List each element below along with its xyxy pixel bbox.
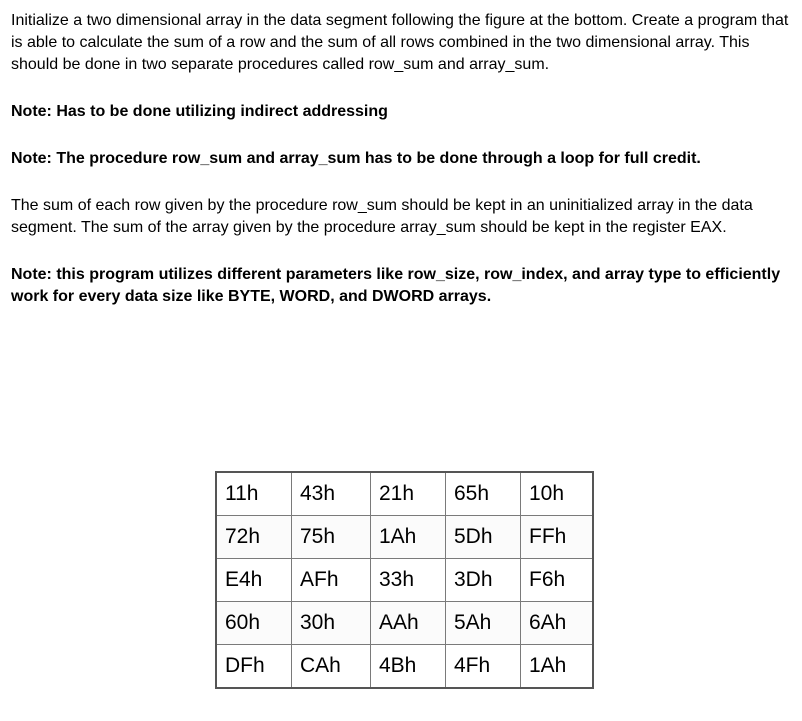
array-cell: DFh xyxy=(216,645,292,689)
storage-paragraph: The sum of each row given by the procedure row_sum should be kept in an uninitialized array in the data segment. The sum of the array given by the procedure array_sum should be kept in the register EAX. xyxy=(11,197,753,236)
array-cell: FFh xyxy=(521,516,594,559)
array-cell: F6h xyxy=(521,559,594,602)
array-cell: 65h xyxy=(446,472,521,516)
array-cell: CAh xyxy=(292,645,371,689)
array-cell: 10h xyxy=(521,472,594,516)
array-cell: 1Ah xyxy=(521,645,594,689)
array-row xyxy=(216,602,593,645)
array-cell: 60h xyxy=(216,602,292,645)
array-cell: 30h xyxy=(292,602,371,645)
array-cell: 43h xyxy=(292,472,371,516)
array-cell: 33h xyxy=(371,559,446,602)
array-cell: 72h xyxy=(216,516,292,559)
array-cell: 75h xyxy=(292,516,371,559)
assignment-document xyxy=(11,10,796,308)
array-cell: 5Dh xyxy=(446,516,521,559)
array-cell: E4h xyxy=(216,559,292,602)
array-cell: 4Fh xyxy=(446,645,521,689)
array-cell: 11h xyxy=(216,472,292,516)
array-cell: 1Ah xyxy=(371,516,446,559)
array-cell: AAh xyxy=(371,602,446,645)
array-row xyxy=(216,645,593,689)
array-row xyxy=(216,472,593,516)
array-cell: 5Ah xyxy=(446,602,521,645)
note-loop-requirement: Note: The procedure row_sum and array_sum has to be done through a loop for full credit. xyxy=(11,150,701,167)
note-indirect-addressing: Note: Has to be done utilizing indirect addressing xyxy=(11,103,388,120)
array-cell: 4Bh xyxy=(371,645,446,689)
array-row xyxy=(216,516,593,559)
array-cell: AFh xyxy=(292,559,371,602)
array-row xyxy=(216,559,593,602)
array-figure-body xyxy=(216,472,593,688)
intro-paragraph: Initialize a two dimensional array in the data segment following the figure at the bottom. Create a program that is able to calculate the sum of a row and the sum of all rows combined in the two dimensional array. This should be done in two separate procedures called row_sum and array_sum. xyxy=(11,12,789,73)
array-cell: 6Ah xyxy=(521,602,594,645)
array-cell: 21h xyxy=(371,472,446,516)
note-parameters: Note: this program utilizes different parameters like row_size, row_index, and array type to efficiently work for every data size like BYTE, WORD, and DWORD arrays. xyxy=(11,266,781,305)
array-cell: 3Dh xyxy=(446,559,521,602)
array-figure-table xyxy=(215,471,594,689)
